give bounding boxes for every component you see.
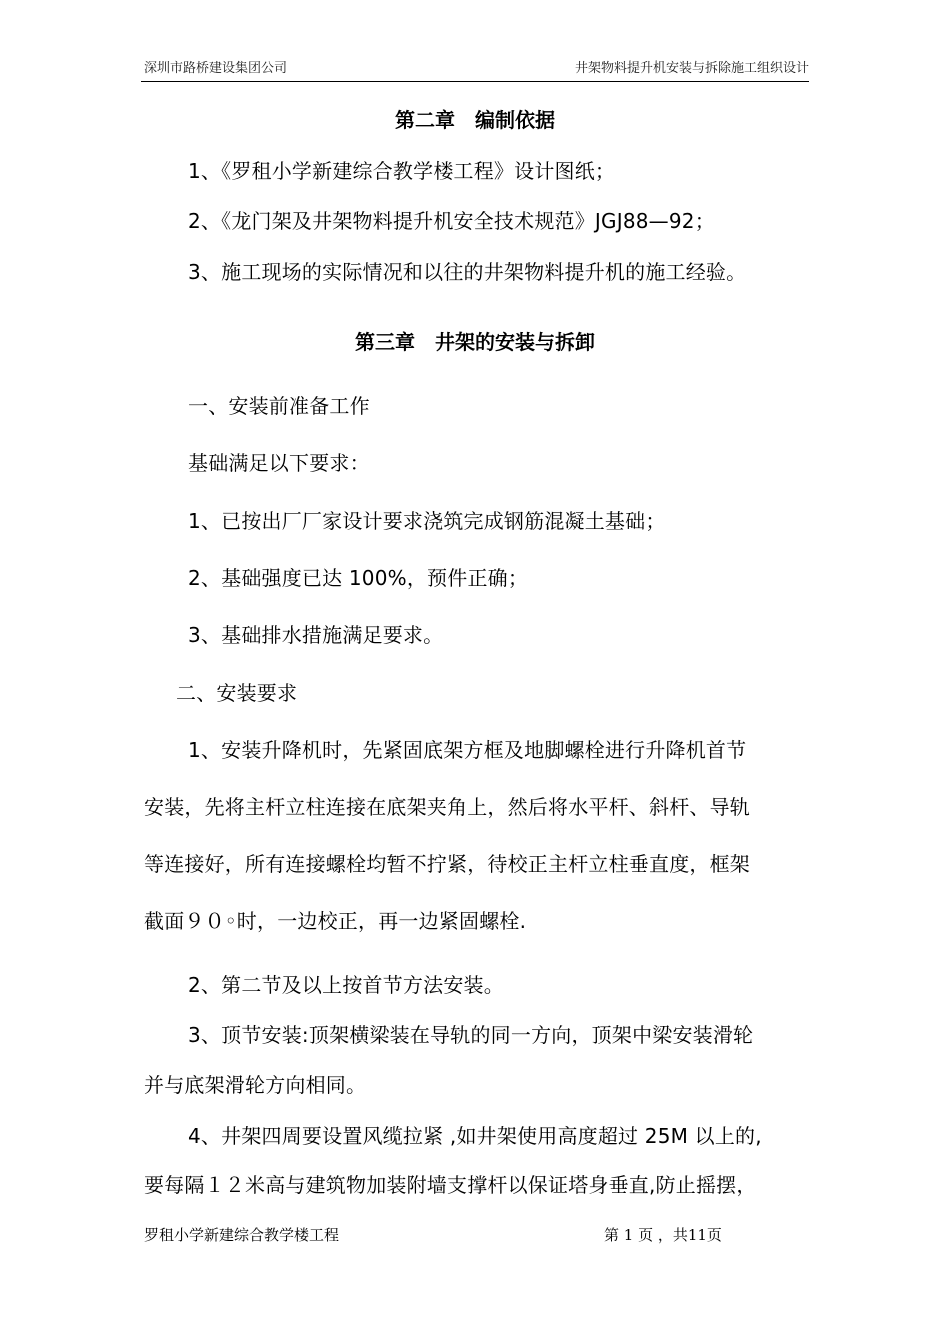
footer-page-number: 第 1 页 ，共11页 bbox=[604, 1226, 722, 1244]
footer-project-name: 罗租小学新建综合教学楼工程 bbox=[144, 1226, 340, 1244]
section1-item-1: 1、已按出厂厂家设计要求浇筑完成钢筋混凝土基础； bbox=[188, 509, 666, 533]
section2-heading: 二、安装要求 bbox=[176, 681, 298, 705]
section2-line-9: 要每隔１２米高与建筑物加装附墙支撑杆以保证塔身垂直,防止摇摆， bbox=[144, 1173, 757, 1197]
section1-item-3: 3、基础排水措施满足要求。 bbox=[188, 623, 444, 647]
section2-line-5: 2、第二节及以上按首节方法安装。 bbox=[188, 973, 504, 997]
section1-intro: 基础满足以下要求： bbox=[188, 451, 370, 475]
chapter2-title: 第二章 编制依据 bbox=[395, 108, 555, 132]
section1-heading: 一、安装前准备工作 bbox=[188, 394, 370, 418]
chapter2-item-3: 3、施工现场的实际情况和以往的井架物料提升机的施工经验。 bbox=[188, 260, 747, 284]
section2-line-4: 截面９０◦时，一边校正，再一边紧固螺栓. bbox=[144, 909, 527, 933]
section2-line-1: 1、安装升降机时，先紧固底架方框及地脚螺栓进行升降机首节 bbox=[188, 738, 747, 762]
section2-line-7: 并与底架滑轮方向相同。 bbox=[144, 1073, 367, 1097]
chapter2-item-2: 2、《龙门架及井架物料提升机安全技术规范》JGJ88—92； bbox=[188, 209, 715, 233]
section2-line-3: 等连接好，所有连接螺栓均暂不拧紧，待校正主杆立柱垂直度，框架 bbox=[144, 852, 750, 876]
header-divider bbox=[141, 81, 809, 82]
section2-line-6: 3、顶节安装:顶架横梁装在导轨的同一方向，顶架中梁安装滑轮 bbox=[188, 1023, 754, 1047]
section2-line-8: 4、井架四周要设置风缆拉紧 ,如井架使用高度超过 25M 以上的, bbox=[188, 1124, 762, 1148]
chapter2-item-1: 1、《罗租小学新建综合教学楼工程》设计图纸； bbox=[188, 159, 616, 183]
header-company: 深圳市路桥建设集团公司 bbox=[144, 61, 288, 76]
section2-line-2: 安装，先将主杆立柱连接在底架夹角上，然后将水平杆、斜杆、导轨 bbox=[144, 795, 750, 819]
header-document-title: 井架物料提升机安装与拆除施工组织设计 bbox=[574, 61, 809, 76]
chapter3-title: 第三章 井架的安装与拆卸 bbox=[355, 330, 595, 354]
section1-item-2: 2、基础强度已达 100%，预件正确； bbox=[188, 566, 529, 590]
